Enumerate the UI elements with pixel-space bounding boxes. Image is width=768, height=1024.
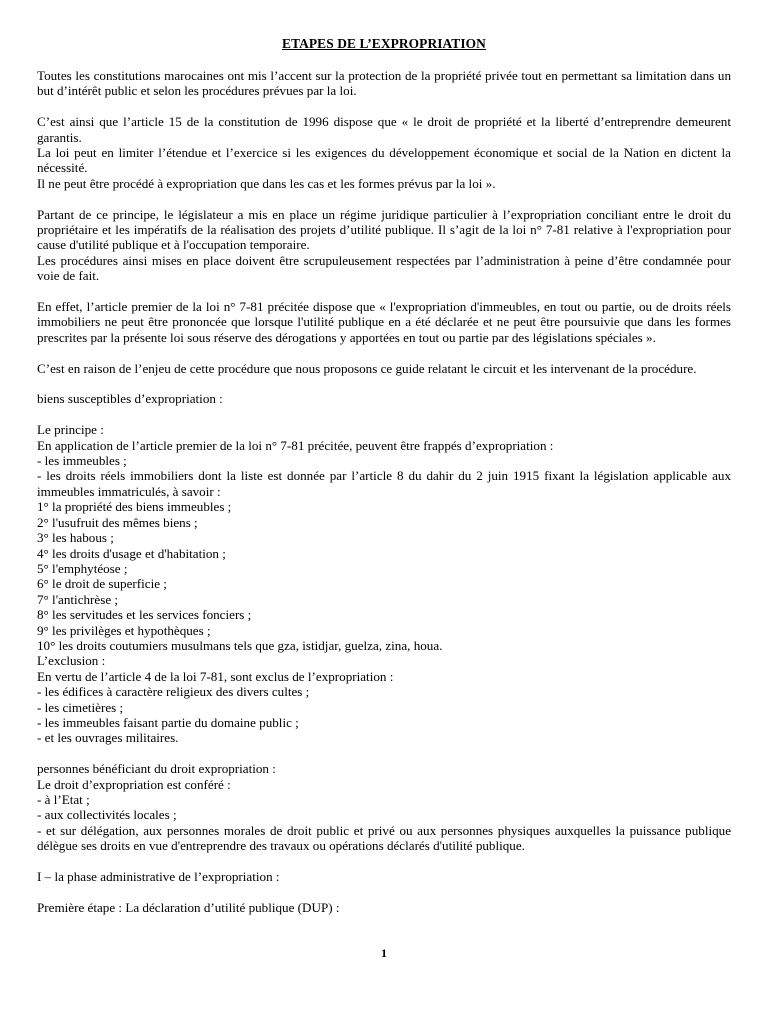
paragraph-line: 5° l'emphytéose ; <box>37 560 128 576</box>
paragraph-line: personnes bénéficiant du droit expropriation : <box>37 761 276 777</box>
paragraph-line: Le droit d’expropriation est conféré : <box>37 776 231 792</box>
paragraph-line: 9° les privilèges et hypothèques ; <box>37 622 211 638</box>
paragraph-gap <box>37 99 731 114</box>
paragraph-gap <box>37 376 731 391</box>
paragraph-line: Partant de ce principe, le législateur a mis en place un régime juridique particulier à l’expropriation conciliant entre le droit du propriétaire et les impératifs de la réalisation des projets d’utilité publique. Il s’agit de la loi n° 7-81 relative à l'expropriation pour cause d'utilité publique et à l'occupation temporaire. <box>37 206 731 253</box>
paragraph-line: - à l’Etat ; <box>37 791 90 807</box>
paragraph-line: L’exclusion : <box>37 653 106 669</box>
paragraph-line: Toutes les constitutions marocaines ont mis l’accent sur la protection de la propriété privée tout en permettant sa limitation dans un but d’intérêt public et selon les procédures prévues par la loi. <box>37 68 731 99</box>
document-body <box>37 68 731 915</box>
paragraph-line: Première étape : La déclaration d’utilité publique (DUP) : <box>37 899 340 915</box>
paragraph-line: C’est ainsi que l’article 15 de la constitution de 1996 dispose que « le droit de propriété et la liberté d’entreprendre demeurent garantis. <box>37 114 731 145</box>
paragraph-line: 7° l'antichrèse ; <box>37 591 119 607</box>
paragraph-line: 10° les droits coutumiers musulmans tels que gza, istidjar, guelza, zina, houa. <box>37 637 443 653</box>
paragraph-gap <box>37 854 731 869</box>
paragraph-gap <box>37 884 731 899</box>
page-number: 1 <box>381 946 387 960</box>
paragraph-line: La loi peut en limiter l’étendue et l’exercice si les exigences du développement économique et social de la Nation en dictent la nécessité. <box>37 145 731 176</box>
paragraph-line: Il ne peut être procédé à expropriation que dans les cas et les formes prévus par la loi ». <box>37 175 496 191</box>
paragraph-line: 1° la propriété des biens immeubles ; <box>37 499 232 515</box>
paragraph-line: 3° les habous ; <box>37 530 114 546</box>
paragraph-line: Le principe : <box>37 422 104 438</box>
paragraph-line: - les droits réels immobiliers dont la liste est donnée par l’article 8 du dahir du 2 juin 1915 fixant la législation applicable aux immeubles immatriculés, à savoir : <box>37 468 731 499</box>
paragraph-line: I – la phase administrative de l’expropriation : <box>37 869 280 884</box>
document-title: ETAPES DE L’EXPROPRIATION <box>282 36 486 51</box>
paragraph-line: C’est en raison de l’enjeu de cette procédure que nous proposons ce guide relatant le circuit et les intervenant de la procédure. <box>37 360 697 376</box>
paragraph-line: - et les ouvrages militaires. <box>37 730 179 746</box>
paragraph-line: En vertu de l’article 4 de la loi 7-81, sont exclus de l’expropriation : <box>37 668 394 684</box>
paragraph-line: - les immeubles ; <box>37 453 127 469</box>
paragraph-line: biens susceptibles d’expropriation : <box>37 391 223 407</box>
paragraph-line: 4° les droits d'usage et d'habitation ; <box>37 545 226 561</box>
paragraph-line: 8° les servitudes et les services fonciers ; <box>37 607 252 623</box>
paragraph-line: Les procédures ainsi mises en place doivent être scrupuleusement respectées par l’administration à peine d’être condamnée pour voie de fait. <box>37 252 731 284</box>
paragraph-gap <box>37 345 731 360</box>
paragraph-line: - et sur délégation, aux personnes morales de droit public et privé ou aux personnes physiques auxquelles la puissance publique délègue ses droits en vue d'entreprendre des travaux ou opérations déclarés d'utilité publique. <box>37 822 731 854</box>
paragraph-line: 6° le droit de superficie ; <box>37 576 167 592</box>
paragraph-line: - les immeubles faisant partie du domaine public ; <box>37 714 299 730</box>
paragraph-gap <box>37 407 731 422</box>
paragraph-line: - aux collectivités locales ; <box>37 807 177 823</box>
paragraph-line: 2° l'usufruit des mêmes biens ; <box>37 514 198 530</box>
paragraph-line: - les cimetières ; <box>37 699 124 715</box>
paragraph-line: En application de l’article premier de la loi n° 7-81 précitée, peuvent être frappés d’expropriation : <box>37 437 554 453</box>
paragraph-gap <box>37 284 731 299</box>
paragraph-gap <box>37 746 731 761</box>
paragraph-line: En effet, l’article premier de la loi n° 7-81 précitée dispose que « l'expropriation d'immeubles, en tout ou partie, ou de droits réels immobiliers ne peut être prononcée que lorsque l'utilité publique en a été déclarée et ne peut être poursuivie que dans les formes prescrites par la présente loi sous réserve des dérogations y apportées en tout ou partie par des législations spéciales ». <box>37 299 731 345</box>
paragraph-gap <box>37 191 731 206</box>
paragraph-line: - les édifices à caractère religieux des divers cultes ; <box>37 684 310 700</box>
